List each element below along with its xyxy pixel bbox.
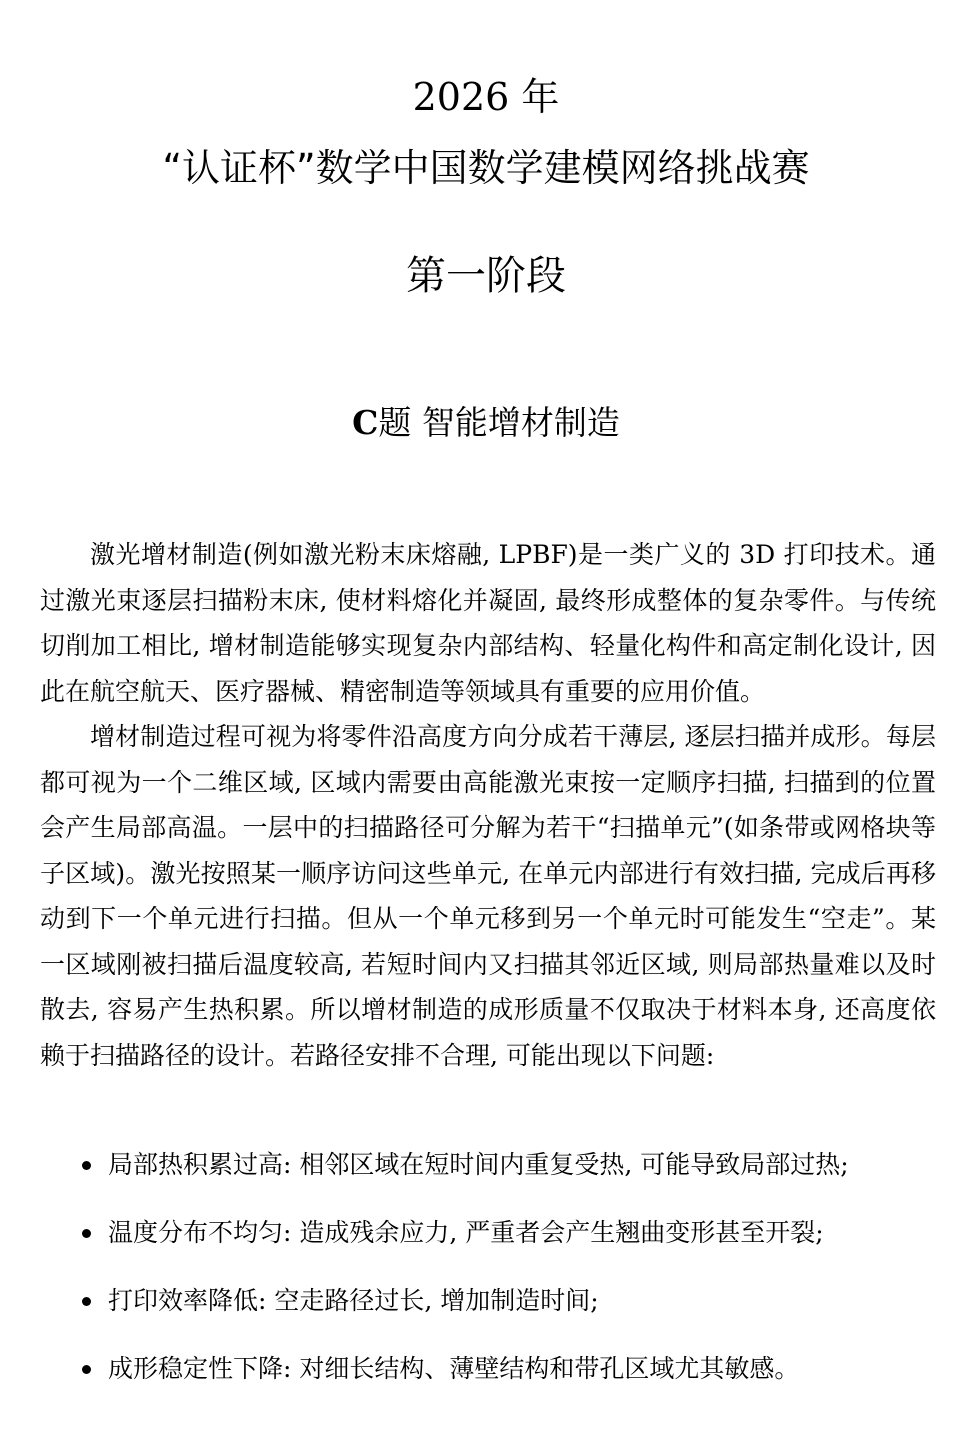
- issue-text: 成形稳定性下降: 对细长结构、薄壁结构和带孔区域尤其敏感。: [108, 1354, 800, 1383]
- list-item: [40, 1346, 936, 1391]
- problem-description: [40, 532, 936, 1078]
- bullet-icon: [82, 1365, 91, 1374]
- paragraph: 激光增材制造(例如激光粉末床熔融, LPBF)是一类广义的 3D 打印技术。通过激光束逐层扫描粉末床, 使材料熔化并凝固, 最终形成整体的复杂零件。与传统切削加工相比, 增材制造能够实现复杂内部结构、轻量化构件和高定制化设计, 因此在航空航天、医疗器械、精密制造等领域具有重要的应用价值。: [40, 540, 936, 706]
- issue-list: [40, 1142, 936, 1414]
- stage-title: 第一阶段: [406, 253, 566, 299]
- issue-text: 局部热积累过高: 相邻区域在短时间内重复受热, 可能导致局部过热;: [108, 1150, 849, 1179]
- problem-letter: C: [352, 403, 379, 442]
- bullet-icon: [82, 1297, 91, 1306]
- issue-text: 打印效率降低: 空走路径过长, 增加制造时间;: [108, 1286, 599, 1315]
- list-item: [40, 1210, 936, 1255]
- bullet-icon: [82, 1229, 91, 1238]
- paragraph: 增材制造过程可视为将零件沿高度方向分成若干薄层, 逐层扫描并成形。每层都可视为一个二维区域, 区域内需要由高能激光束按一定顺序扫描, 扫描到的位置会产生局部高温。一层中的扫描路径可分解为若干“扫描单元”(如条带或网格块等子区域)。激光按照某一顺序访问这些单元, 在单元内部进行有效扫描, 完成后再移动到下一个单元进行扫描。但从一个单元移到另一个单元时可能发生“空走”。某一区域刚被扫描后温度较高, 若短时间内又扫描其邻近区域, 则局部热量难以及时散去, 容易产生热积累。所以增材制造的成形质量不仅取决于材料本身, 还高度依赖于扫描路径的设计。若路径安排不合理, 可能出现以下问题:: [40, 722, 936, 1070]
- problem-title: 题 智能增材制造: [378, 403, 620, 442]
- issue-text: 温度分布不均匀: 造成残余应力, 严重者会产生翘曲变形甚至开裂;: [108, 1218, 824, 1247]
- contest-year: 2026 年: [412, 75, 560, 119]
- problem-heading: [0, 398, 972, 448]
- bullet-icon: [82, 1161, 91, 1170]
- list-item: [40, 1142, 936, 1187]
- contest-title: “认证杯”数学中国数学建模网络挑战赛: [162, 146, 810, 190]
- list-item: [40, 1278, 936, 1323]
